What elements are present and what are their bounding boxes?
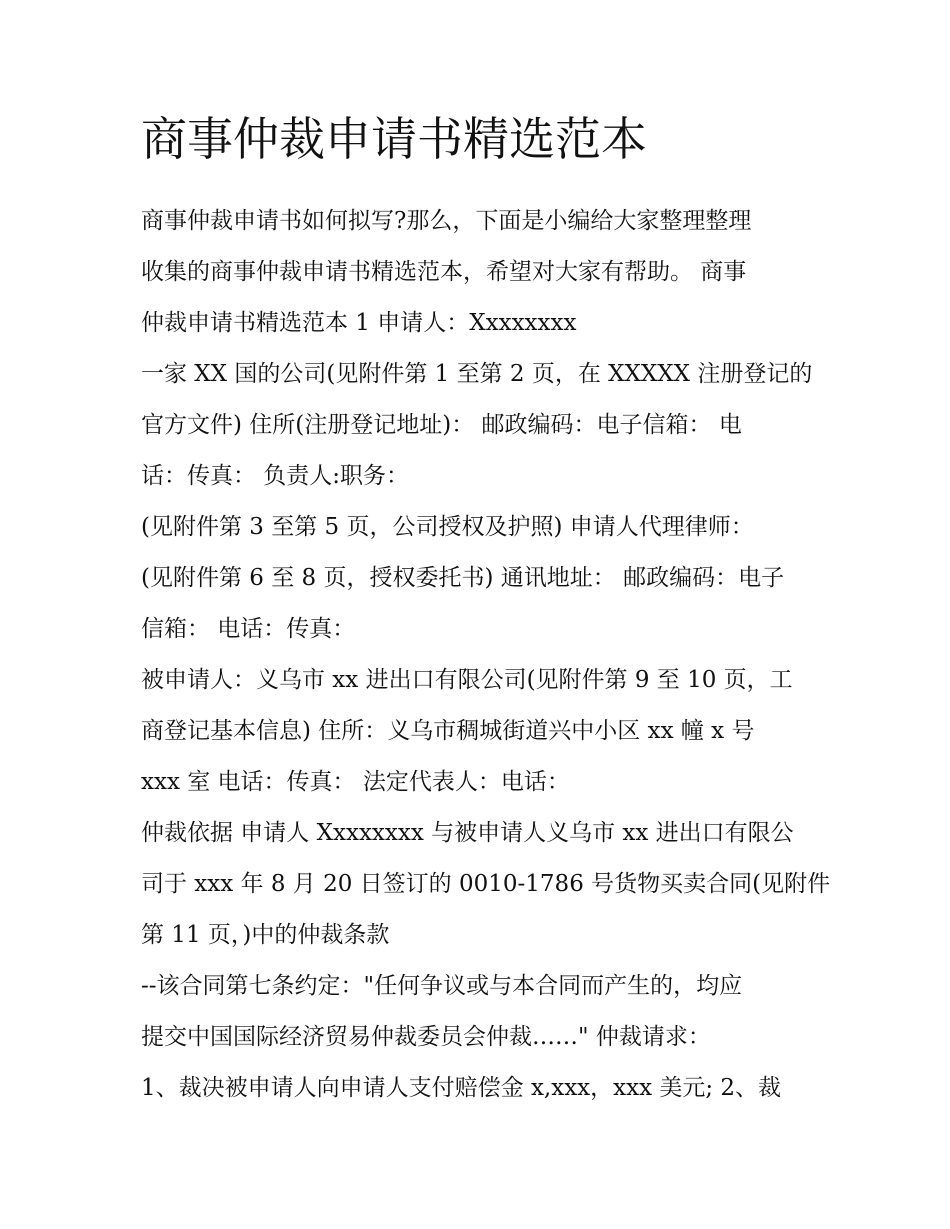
body-line: (见附件第 3 至第 5 页，公司授权及护照) 申请人代理律师： bbox=[141, 514, 754, 540]
body-line: 提交中国国际经济贸易仲裁委员会仲裁……" 仲裁请求： bbox=[141, 1024, 711, 1050]
body-line: 第 11 页，)中的仲裁条款 bbox=[141, 922, 390, 948]
body-line: 司于 xxx 年 8 月 20 日签订的 0010-1786 号货物买卖合同(见附件 bbox=[141, 871, 831, 897]
document-title: 商事仲裁申请书精选范本 bbox=[141, 112, 647, 166]
body-line: 仲裁申请书精选范本 1 申请人：Xxxxxxxx bbox=[141, 310, 577, 336]
body-line: 信箱： 电话：传真： bbox=[141, 616, 356, 642]
body-line: 一家 XX 国的公司(见附件第 1 至第 2 页，在 XXXXX 注册登记的 bbox=[141, 361, 813, 387]
body-line: 商事仲裁申请书如何拟写?那么，下面是小编给大家整理整理 bbox=[141, 208, 752, 234]
body-line: --该合同第七条约定："任何争议或与本合同而产生的，均应 bbox=[141, 973, 743, 999]
body-line: 1、裁决被申请人向申请人支付赔偿金 x,xxx，xxx 美元; 2、裁 bbox=[141, 1075, 782, 1101]
body-line: 话：传真： 负责人:职务： bbox=[141, 463, 410, 489]
body-line: 官方文件) 住所(注册登记地址)： 邮政编码：电子信箱： 电 bbox=[141, 412, 742, 438]
body-line: 仲裁依据 申请人 Xxxxxxxx 与被申请人义乌市 xx 进出口有限公 bbox=[141, 820, 794, 846]
body-line: xxx 室 电话：传真： 法定代表人：电话： bbox=[141, 769, 570, 795]
body-line: (见附件第 6 至 8 页，授权委托书) 通讯地址： 邮政编码：电子 bbox=[141, 565, 785, 591]
body-line: 商登记基本信息) 住所：义乌市稠城街道兴中小区 xx 幢 x 号 bbox=[141, 718, 755, 744]
body-line: 被申请人：义乌市 xx 进出口有限公司(见附件第 9 至 10 页，工 bbox=[141, 667, 793, 693]
body-line: 收集的商事仲裁申请书精选范本，希望对大家有帮助。 商事 bbox=[141, 259, 747, 285]
